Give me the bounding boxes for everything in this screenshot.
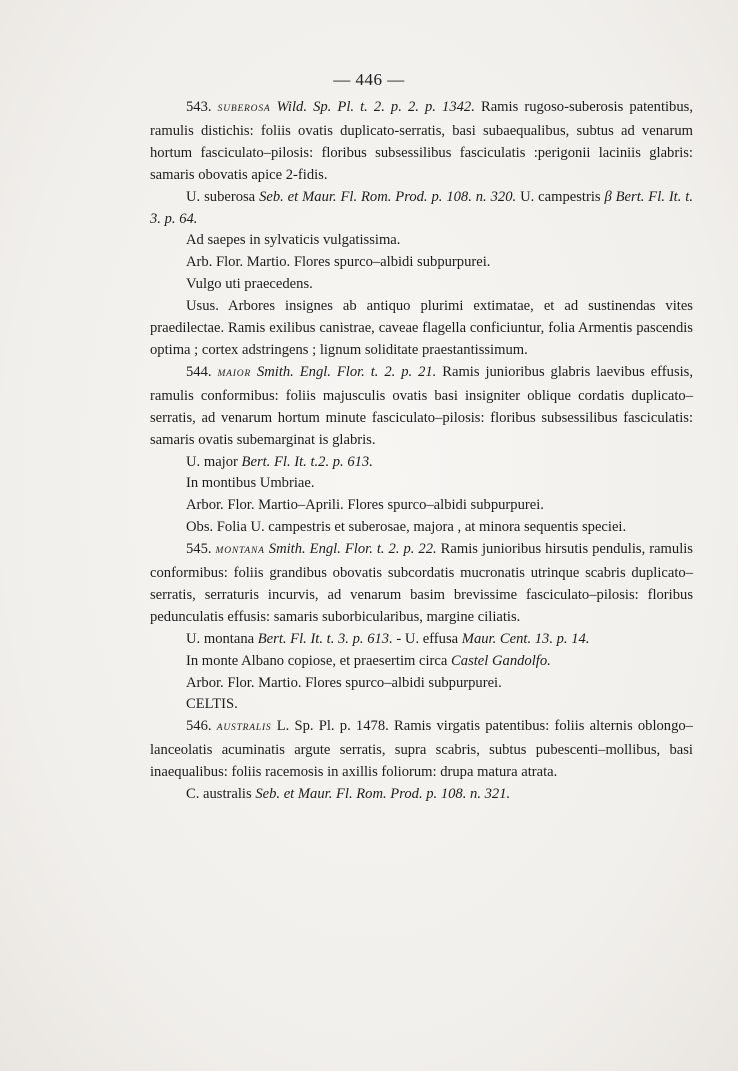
reference-citation: Bert. Fl. It. t.2. p. 613. (241, 453, 373, 470)
reference-name: U. suberosa (186, 188, 256, 205)
entry-545-flowering: Arbor. Flor. Martio. Flores spurco–albidi subpurpurei. (186, 674, 502, 691)
entry-543-habitat: Ad saepes in sylvaticis vulgatissima. (186, 232, 401, 249)
entry-543-vulgo: Vulgo uti praecedens. (186, 276, 313, 293)
text-body (150, 97, 693, 806)
entry-544-flowering: Arbor. Flor. Martio–Aprili. Flores spurco–albidi subpurpurei. (186, 497, 544, 514)
reference-citation: Seb. et Maur. Fl. Rom. Prod. p. 108. n. 321. (255, 786, 511, 803)
species-diagnosis: Ramis rugoso-suberosis patentibus, ramulis distichis: foliis ovatis duplicato-serratis, basi subaequalibus, subtus ad venarum hortum fasciculato–pilosis: floribus subsessilibus fasciculatis :perigonii laciniis glabris: samaris obovatis apice 2-fidis. (150, 99, 693, 183)
reference-citation: β Bert. Fl. It. t. 3. p. 64. (150, 188, 693, 227)
entry-545-references (150, 629, 693, 651)
species-name: AUSTRALIS (216, 723, 272, 734)
genus-heading: CELTIS. (186, 696, 238, 713)
entry-543-flowering: Arb. Flor. Martio. Flores spurco–albidi subpurpurei. (186, 254, 491, 271)
species-authority: L. Sp. Pl. p. 1478. (276, 718, 389, 735)
species-name: MAIOR (217, 368, 252, 379)
species-diagnosis: Ramis junioribus hirsutis pendulis, ramulis conformibus: foliis grandibus obovatis subcordatis mucronatis utrinque scabris duplicato–serratis, serraturis incurvis, ad venarum basim brevissime fasciculato–pilosis: floribus pedunculatis effusis: samaris suborbicularibus, margine ciliatis. (150, 541, 693, 625)
entry-number: 546. (186, 718, 212, 735)
entry-544-description (150, 362, 693, 452)
reference-citation: Bert. Fl. It. t. 3. p. 613. (257, 630, 393, 647)
species-authority: Wild. Sp. Pl. t. 2. p. 2. p. 1342. (276, 99, 475, 115)
reference-name: U. major (186, 453, 238, 470)
entry-546-references (150, 784, 693, 806)
entry-544-references (150, 452, 693, 474)
entry-number: 544. (186, 363, 212, 380)
species-diagnosis: Ramis junioribus glabris laevibus effusis, ramulis conformibus: foliis majusculis ovatis basi insigniter oblique cordatis duplicato–serratis, ad venarum hortum minute fasciculato–pilosis: floribus subsessilibus fasciculatis: samaris ovatis subemarginat is glabris. (150, 363, 694, 448)
species-authority: Smith. Engl. Flor. t. 2. p. 21. (256, 363, 437, 380)
species-name: SUBEROSA (217, 104, 271, 114)
reference-name: - U. effusa (396, 630, 459, 647)
page-number: — 446 — (333, 70, 405, 89)
entry-544-habitat: In montibus Umbriae. (186, 475, 315, 492)
entry-number: 543. (186, 99, 212, 115)
entry-546-description (150, 716, 693, 784)
reference-citation: Seb. et Maur. Fl. Rom. Prod. p. 108. n. 320. (259, 188, 517, 205)
habitat-locality: Castel Gandolfo. (451, 652, 551, 669)
entry-543-description (150, 97, 693, 187)
entry-545-habitat (150, 651, 693, 673)
entry-545-description (150, 539, 693, 629)
reference-citation: Maur. Cent. 13. p. 14. (461, 630, 590, 647)
species-authority: Smith. Engl. Flor. t. 2. p. 22. (268, 541, 437, 558)
reference-name: U. montana (186, 630, 255, 647)
habitat-text: In monte Albano copiose, et praesertim circa (186, 652, 448, 669)
entry-543-references (150, 187, 693, 231)
entry-544-obs: Obs. Folia U. campestris et suberosae, majora , at minora sequentis speciei. (186, 519, 627, 536)
species-diagnosis: Ramis virgatis patentibus: foliis alternis oblongo–lanceolatis acuminatis argute serratis, supra scabris, subtus pubescenti–mollibus, basi inaequalibus: foliis racemosis in axillis foliorum: drupa matura atrata. (150, 718, 693, 781)
reference-name: U. campestris (520, 188, 601, 205)
entry-number: 545. (186, 541, 212, 558)
reference-name: C. australis (186, 786, 252, 803)
species-name: MONTANA (215, 546, 265, 557)
entry-543-usus: Usus. Arbores insignes ab antiquo plurimi extimatae, et ad sustinendas vites praedilectae. Ramis exilibus canistrae, caveae flagella conficiuntur, folia Armentis pascendis optima ; cortex adstringens ; lignum soliditate praestantissimum. (150, 298, 693, 358)
